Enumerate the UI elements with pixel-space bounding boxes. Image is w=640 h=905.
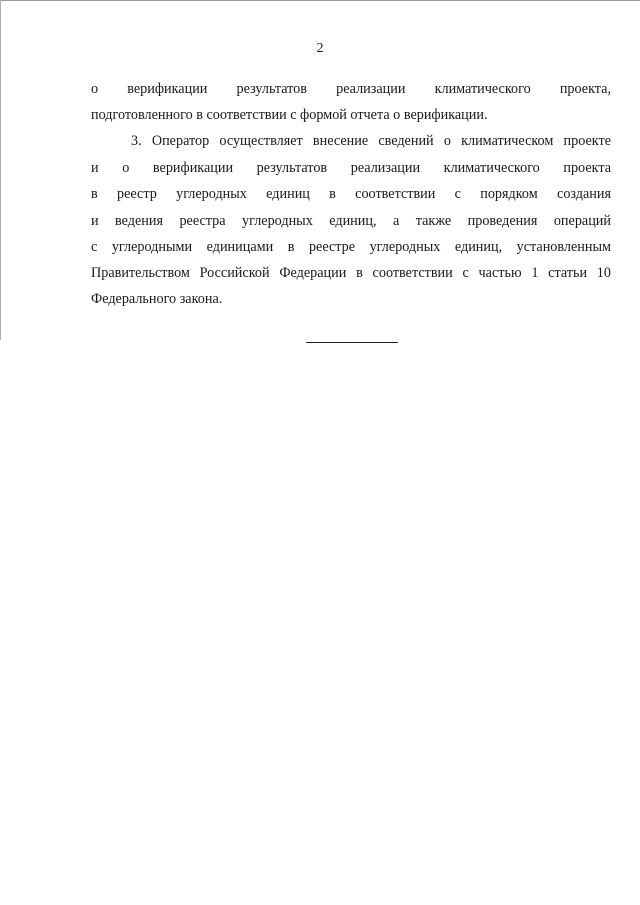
closing-rule <box>306 342 398 343</box>
scan-edge-top <box>0 0 640 1</box>
text-line-5: в реестр углеродных единиц в соответствии с порядком создания <box>91 186 611 202</box>
text-line-6: и ведения реестра углеродных единиц, а также проведения операций <box>91 213 611 229</box>
text-line-1: о верификации результатов реализации климатического проекта, <box>91 81 611 97</box>
text-line-7: с углеродными единицами в реестре углеродных единиц, установленным <box>91 239 611 255</box>
text-line-9: Федерального закона. <box>91 291 223 307</box>
page-number: 2 <box>316 41 324 56</box>
text-line-8: Правительством Российской Федерации в соответствии с частью 1 статьи 10 <box>91 265 611 281</box>
text-line-3: 3. Оператор осуществляет внесение сведений о климатическом проекте <box>131 133 611 149</box>
text-line-4: и о верификации результатов реализации климатического проекта <box>91 160 611 176</box>
text-line-2: подготовленного в соответствии с формой отчета о верификации. <box>91 107 488 123</box>
